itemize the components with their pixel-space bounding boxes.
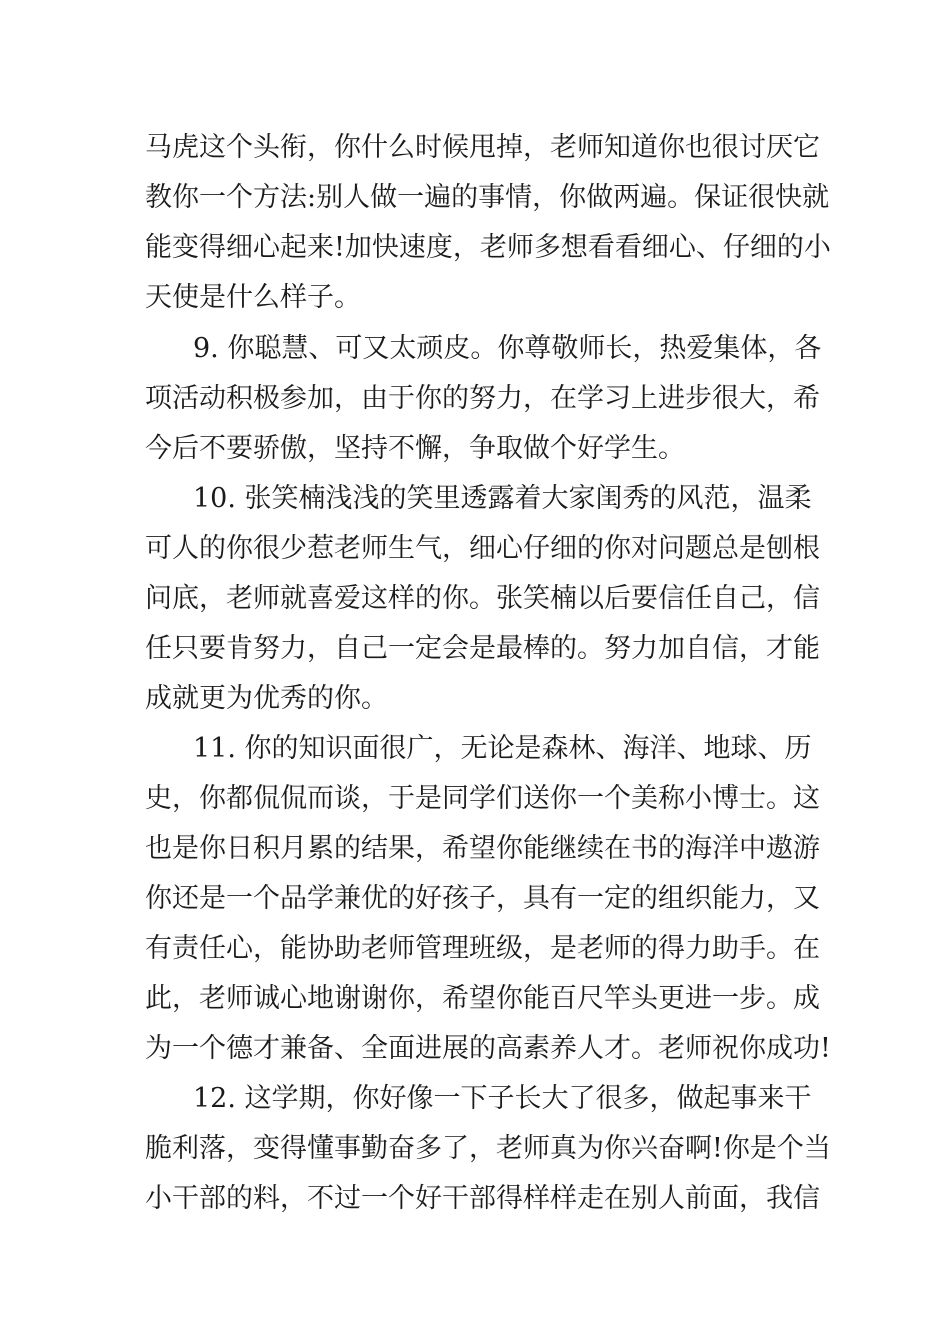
text-line: 史，你都侃侃而谈，于是同学们送你一个美称小博士。这	[145, 783, 820, 814]
text-line: 项活动积极参加，由于你的努力，在学习上进步很大，希	[145, 383, 820, 414]
text-line: 问底，老师就喜爱这样的你。张笑楠以后要信任自己，信	[145, 583, 820, 614]
text-line: 小干部的料，不过一个好干部得样样走在别人前面，我信	[145, 1183, 820, 1214]
text-line: 成就更为优秀的你。	[145, 683, 388, 714]
text-line: 也是你日积月累的结果，希望你能继续在书的海洋中遨游	[145, 833, 820, 864]
text-line: 有责任心，能协助老师管理班级，是老师的得力助手。在	[145, 933, 820, 964]
text-line: 可人的你很少惹老师生气，细心仔细的你对问题总是刨根	[145, 533, 820, 564]
text-line: 你还是一个品学兼优的好孩子，具有一定的组织能力，又	[145, 883, 820, 914]
text-line: 能变得细心起来!加快速度，老师多想看看细心、仔细的小	[145, 232, 831, 263]
text-line: 为一个德才兼备、全面进展的高素养人才。老师祝你成功!	[145, 1033, 831, 1064]
text-line: 教你一个方法:别人做一遍的事情，你做两遍。保证很快就	[145, 182, 830, 213]
text-line: 此，老师诚心地谢谢你，希望你能百尺竿头更进一步。成	[145, 983, 820, 1014]
paragraph-start-line: 9. 你聪慧、可又太顽皮。你尊敬师长，热爱集体，各	[193, 333, 822, 364]
text-line: 脆利落，变得懂事勤奋多了，老师真为你兴奋啊!你是个当	[145, 1133, 831, 1164]
text-line: 任只要肯努力，自己一定会是最棒的。努力加自信，才能	[145, 633, 820, 664]
text-line: 今后不要骄傲，坚持不懈，争取做个好学生。	[145, 433, 685, 464]
text-line: 马虎这个头衔，你什么时候甩掉，老师知道你也很讨厌它	[145, 132, 820, 163]
text-line: 天使是什么样子。	[145, 282, 361, 313]
paragraph-start-line: 12. 这学期，你好像一下子长大了很多，做起事来干	[193, 1083, 812, 1114]
paragraph-start-line: 10. 张笑楠浅浅的笑里透露着大家闺秀的风范，温柔	[193, 483, 812, 514]
paragraph-start-line: 11. 你的知识面很广，无论是森林、海洋、地球、历	[193, 733, 812, 764]
